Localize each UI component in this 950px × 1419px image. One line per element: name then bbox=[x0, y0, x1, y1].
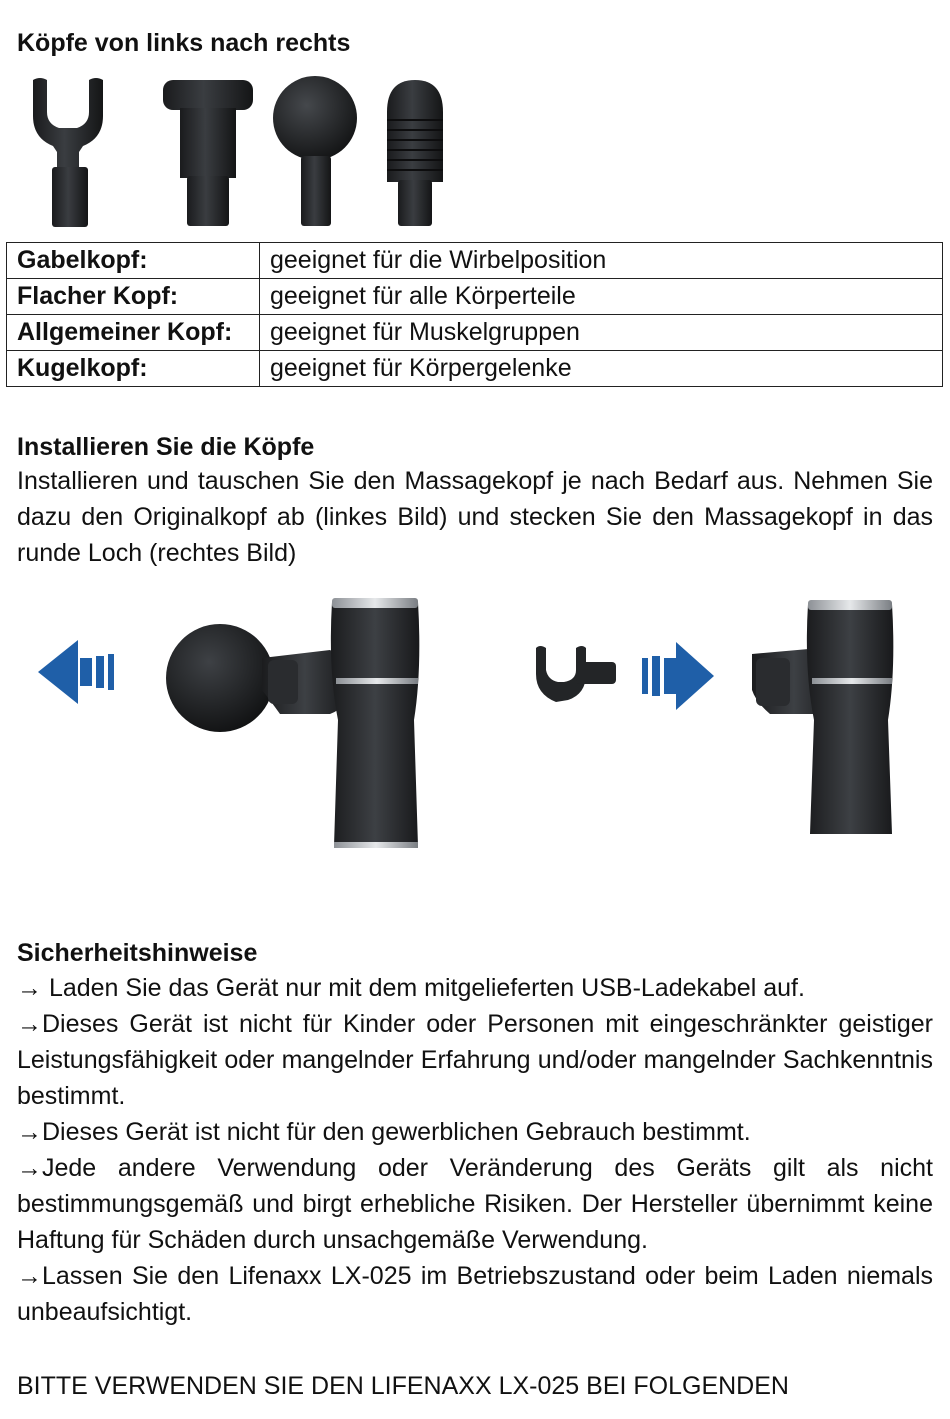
safety-item: →Dieses Gerät ist nicht für Kinder oder Personen mit eingeschränkter geistiger Leistungsfähigkeit oder mangelnder Erfahrung und/oder mangelnder Sachkenntnis bestimmt. bbox=[17, 1010, 933, 1110]
bullet-head-icon bbox=[387, 80, 443, 226]
table-row bbox=[7, 351, 943, 387]
head-description: geeignet für alle Körperteile bbox=[260, 279, 943, 315]
heads-title: Köpfe von links nach rechts bbox=[17, 29, 351, 57]
head-name: Kugelkopf: bbox=[7, 351, 260, 387]
safety-item: →Lassen Sie den Lifenaxx LX-025 im Betriebszustand oder beim Laden niemals unbeaufsichtigt. bbox=[17, 1262, 933, 1326]
head-name: Allgemeiner Kopf: bbox=[7, 315, 260, 351]
head-description: geeignet für Körpergelenke bbox=[260, 351, 943, 387]
head-description: geeignet für die Wirbelposition bbox=[260, 243, 943, 279]
install-text: Installieren und tauschen Sie den Massagekopf je nach Bedarf aus. Nehmen Sie dazu den Originalkopf ab (linkes Bild) und stecken Sie den Massagekopf in das runde Loch (rechtes Bild) bbox=[17, 467, 933, 567]
install-title: Installieren Sie die Köpfe bbox=[17, 433, 315, 461]
massage-gun-with-ball-icon bbox=[166, 598, 419, 848]
table-row bbox=[7, 315, 943, 351]
head-name: Gabelkopf: bbox=[7, 243, 260, 279]
safety-item: →Jede andere Verwendung oder Veränderung des Geräts gilt als nicht bestimmungsgemäß und birgt erhebliche Risiken. Der Hersteller übernimmt keine Haftung für Schäden durch unsachgemäße Verwendung. bbox=[17, 1154, 933, 1254]
flat-head-icon bbox=[163, 80, 253, 226]
safety-list bbox=[17, 970, 933, 1330]
fork-head-insert-icon bbox=[536, 646, 616, 702]
massage-heads-image bbox=[15, 72, 455, 230]
massage-gun-icon bbox=[752, 600, 893, 834]
safety-title: Sicherheitshinweise bbox=[17, 939, 258, 967]
head-name: Flacher Kopf: bbox=[7, 279, 260, 315]
footer-heading: BITTE VERWENDEN SIE DEN LIFENAXX LX-025 BEI FOLGENDEN bbox=[17, 1372, 789, 1400]
heads-table bbox=[6, 242, 943, 387]
head-description: geeignet für Muskelgruppen bbox=[260, 315, 943, 351]
table-row bbox=[7, 243, 943, 279]
safety-item: →Dieses Gerät ist nicht für den gewerblichen Gebrauch bestimmt. bbox=[17, 1118, 751, 1146]
fork-head-icon bbox=[33, 78, 103, 227]
table-row bbox=[7, 279, 943, 315]
arrow-left-icon bbox=[38, 640, 114, 704]
safety-item: → Laden Sie das Gerät nur mit dem mitgelieferten USB-Ladekabel auf. bbox=[17, 974, 805, 1002]
ball-head-icon bbox=[273, 76, 357, 226]
install-illustration bbox=[30, 590, 930, 870]
arrow-right-icon bbox=[642, 642, 714, 710]
